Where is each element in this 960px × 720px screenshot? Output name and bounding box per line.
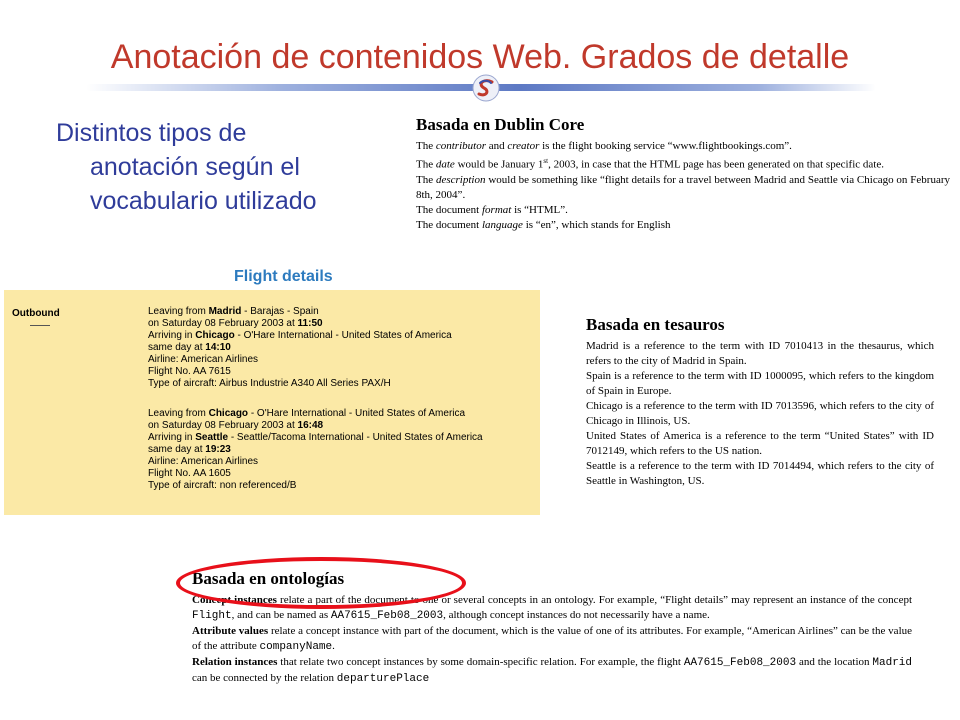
- thesaurus-section: [586, 314, 934, 489]
- segment-line: Type of aircraft: Airbus Industrie A340 All Series PAX/H: [148, 378, 391, 389]
- flight-details-title: Flight details: [234, 268, 333, 285]
- segment-line: Flight No. AA 1605: [148, 468, 231, 479]
- thesaurus-chicago-paragraph: Chicago is a reference to the term with ID 7013596, which refers to the city of Chicago in Illinois, US.: [586, 400, 934, 427]
- dc-description-paragraph: The description would be something like “flight details for a travel between Madrid and Seattle via Chicago on February 8th, 2004”.: [416, 173, 950, 201]
- dublin-core-section: [416, 114, 950, 233]
- subtitle-line-3: vocabulario utilizado: [90, 187, 317, 215]
- thesaurus-spain-paragraph: Spain is a reference to the term with ID 1000095, which refers to the kingdom of Spain in Europe.: [586, 370, 934, 397]
- slide-subtitle: [56, 116, 396, 218]
- subtitle-line-2: anotación según el: [90, 153, 300, 181]
- segment-line: on Saturday 08 February 2003 at 16:48: [148, 420, 324, 431]
- segment-line: Leaving from Chicago - O'Hare International - United States of America: [148, 408, 466, 419]
- segment-line: on Saturday 08 February 2003 at 11:50: [148, 318, 323, 329]
- slide-title: Anotación de contenidos Web. Grados de detalle: [110, 38, 850, 76]
- outbound-label: Outbound: [12, 308, 60, 319]
- dc-date-paragraph: The date would be January 1st, 2003, in case that the HTML page has been generated on that specific date.: [416, 157, 884, 171]
- segment-line: Leaving from Madrid - Barajas - Spain: [148, 306, 319, 317]
- segment-line: same day at 14:10: [148, 342, 231, 353]
- dc-contributor-paragraph: The contributor and creator is the flight booking service “www.flightbookings.com”.: [416, 140, 792, 152]
- highlight-ellipse: [176, 557, 466, 609]
- thesaurus-usa-paragraph: United States of America is a reference to the term “United States” with ID 7012149, which refers to the US nation.: [586, 430, 934, 457]
- segment-line: Airline: American Airlines: [148, 354, 259, 365]
- segment-line: Type of aircraft: non referenced/B: [148, 480, 297, 491]
- ontology-relations-paragraph: Relation instances that relate two concept instances by some domain-specific relation. For example, the flight AA7615_Feb08_2003 and the location Madrid can be connected by the relation departurePlace: [192, 656, 912, 685]
- segment-line: Airline: American Airlines: [148, 456, 259, 467]
- thesaurus-madrid-paragraph: Madrid is a reference to the term with ID 7010413 in the thesaurus, which refers to the city of Madrid in Spain.: [586, 340, 934, 367]
- ontology-attributes-paragraph: Attribute values relate a concept instance with part of the document, which is the value of one of its attributes. For example, “American Airlines” can be the value of the attribute companyName.: [192, 625, 913, 653]
- segment-line: Arriving in Seattle - Seattle/Tacoma International - United States of America: [148, 432, 483, 443]
- dc-format-paragraph: The document format is “HTML”.: [416, 203, 568, 216]
- dublin-core-heading: Basada en Dublin Core: [416, 115, 585, 134]
- flight-segment-1: [148, 306, 528, 390]
- ontology-concepts-paragraph: Concept instances relate a part of the document to one or several concepts in an ontology. For example, “Flight details” may represent an instance of the concept Flight, and can be named as AA7615_Feb08_2003, although concept instances do not necessarily have a name.: [192, 594, 913, 622]
- segment-line: same day at 19:23: [148, 444, 231, 455]
- segment-line: Arriving in Chicago - O'Hare International - United States of America: [148, 330, 452, 341]
- thesaurus-seattle-paragraph: Seattle is a reference to the term with ID 7014494, which refers to the city of Seattle in Washington, US.: [586, 460, 934, 487]
- segment-line: Flight No. AA 7615: [148, 366, 231, 377]
- thesaurus-heading: Basada en tesauros: [586, 315, 725, 334]
- ontology-heading: Basada en ontologías: [192, 569, 345, 588]
- subtitle-line-1: Distintos tipos de: [56, 119, 247, 147]
- flight-details-panel: [4, 290, 540, 515]
- flight-segment-2: [148, 408, 528, 492]
- dc-language-paragraph: The document language is “en”, which stands for English: [416, 218, 671, 231]
- swirl-logo-icon: [472, 74, 500, 102]
- outbound-underline: [30, 325, 50, 326]
